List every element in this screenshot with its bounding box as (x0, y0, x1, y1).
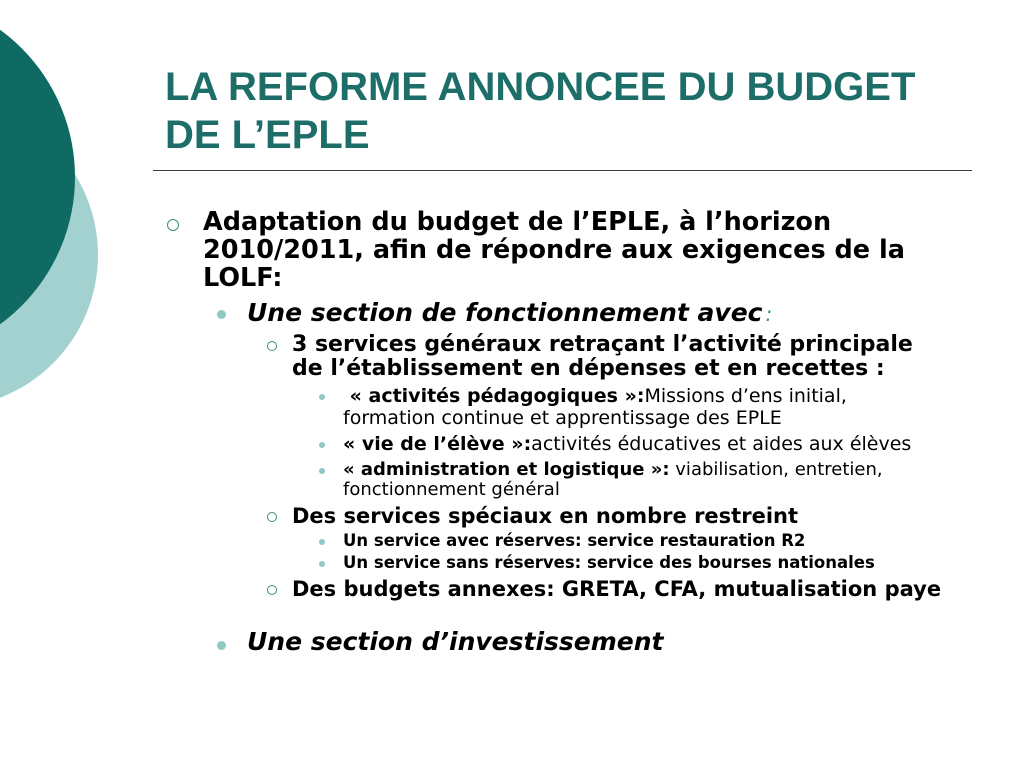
bullet-text-line (343, 460, 883, 480)
bullet-text-line: Des budgets annexes: GRETA, CFA, mutualisation paye (292, 577, 942, 601)
dot-bullet-icon (319, 394, 325, 400)
bullet-text-line: 2010/2011, afin de répondre aux exigences de la (203, 235, 905, 265)
item-text: Missions d’ens initial, (644, 385, 847, 407)
bullet-item-budgets-annexes (292, 577, 941, 601)
section-label: Une section de fonctionnement avec (247, 298, 763, 327)
hollow-circle-bullet-icon (267, 512, 277, 522)
bullet-item-adaptation (203, 208, 905, 292)
dot-bullet-icon (319, 468, 325, 474)
bullet-item-service-avec-reserves (343, 531, 805, 551)
slide-title-line: LA REFORME ANNONCEE DU BUDGET (165, 65, 916, 109)
item-text: activités éducatives et aides aux élèves (531, 433, 912, 455)
title-divider (153, 170, 972, 171)
dot-bullet-icon (217, 310, 226, 319)
bullet-item-administration-logistique (343, 460, 883, 500)
hollow-circle-bullet-icon (267, 585, 277, 595)
item-label: « vie de l’élève »: (343, 433, 532, 455)
dot-bullet-icon (319, 561, 325, 567)
dot-bullet-icon (217, 641, 226, 650)
dot-bullet-icon (319, 442, 325, 448)
bullet-text-line (343, 433, 911, 455)
bullet-text-line: Un service avec réserves: service restauration R2 (343, 531, 806, 550)
hollow-circle-bullet-icon (267, 341, 277, 351)
bullet-item-services-speciaux (292, 504, 798, 528)
bullet-text-line (247, 300, 772, 327)
bullet-text-line: Adaptation du budget de l’EPLE, à l’horizon (203, 207, 832, 237)
section-label-colon: : (765, 302, 773, 326)
bullet-text-line: 3 services généraux retraçant l’activité principale (292, 332, 913, 357)
bullet-item-investissement (247, 629, 664, 654)
bullet-item-service-sans-reserves (343, 553, 875, 573)
bullet-text-line: Un service sans réserves: service des bourses nationales (343, 553, 875, 572)
bullet-text-line: Des services spéciaux en nombre restreint (292, 504, 798, 528)
dot-bullet-icon (319, 539, 325, 545)
bullet-text-line: LOLF: (203, 263, 283, 293)
bullet-item-vie-eleve (343, 433, 911, 455)
item-text: viabilisation, entretien, (669, 459, 883, 480)
slide-title (165, 63, 915, 159)
item-text: fonctionnement général (343, 479, 560, 500)
bullet-item-activites-pedagogiques (343, 385, 847, 429)
item-label: « activités pédagogiques »: (343, 385, 645, 407)
hollow-circle-bullet-icon (167, 219, 179, 231)
bullet-text-line: de l’établissement en dépenses et en recettes : (292, 356, 885, 381)
bullet-text-line (343, 385, 847, 407)
item-text: formation continue et apprentissage des EPLE (343, 407, 782, 429)
item-label: « administration et logistique »: (343, 459, 670, 480)
slide-title-line: DE L’EPLE (165, 113, 370, 157)
bullet-item-services-generaux (292, 333, 913, 381)
section-label: Une section d’investissement (247, 627, 664, 656)
bullet-item-fonctionnement (247, 300, 772, 327)
